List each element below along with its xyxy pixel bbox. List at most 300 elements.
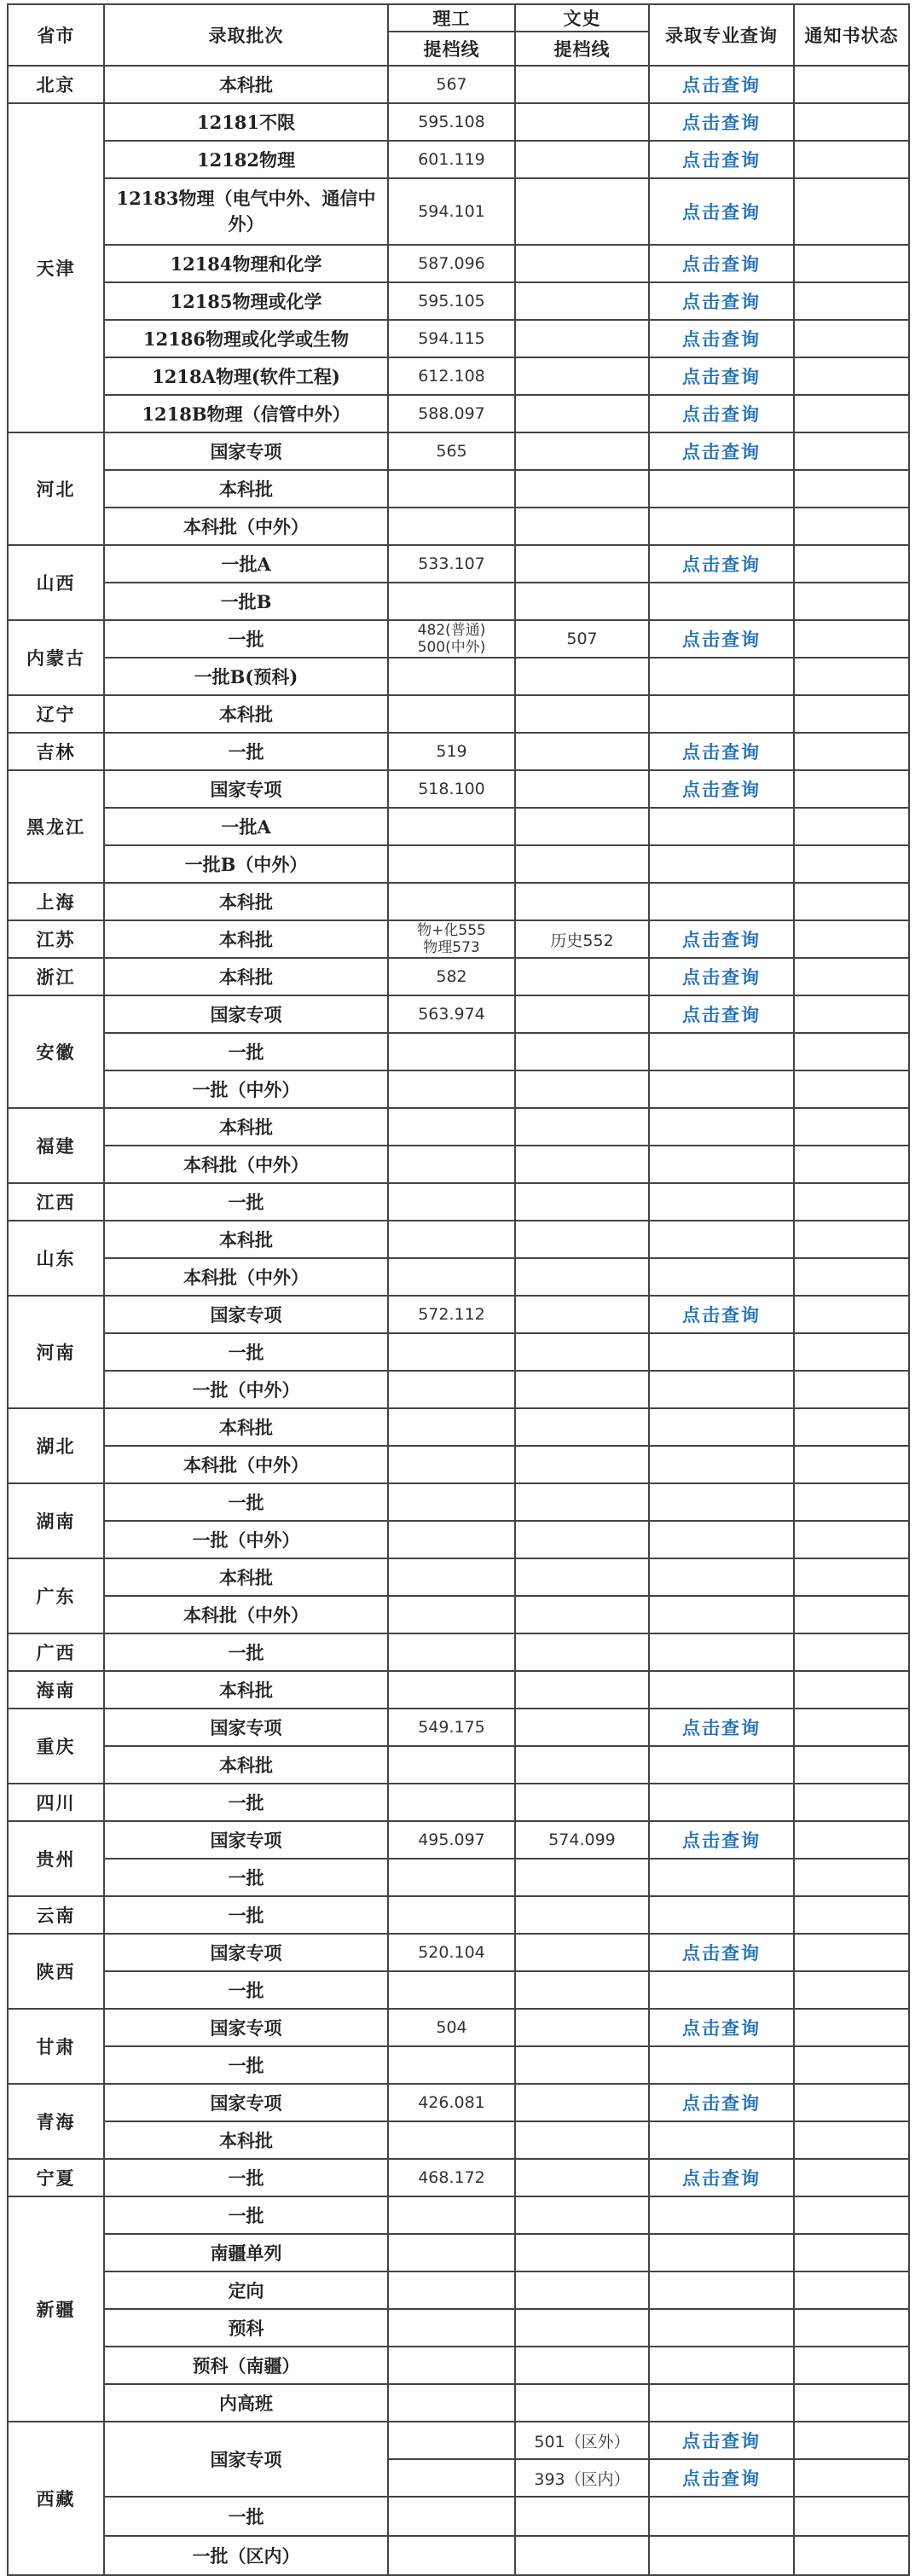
- science-score-cell: 572.112: [388, 1296, 515, 1333]
- table-row: [8, 2497, 909, 2536]
- batch-cell: 12186物理或化学或生物: [104, 320, 388, 357]
- arts-score-cell: [515, 2234, 649, 2271]
- major-query-cell: [649, 1521, 794, 1558]
- table-row: [8, 1146, 909, 1183]
- table-row: [8, 658, 909, 695]
- province-cell: 山西: [8, 545, 104, 620]
- table-row: [8, 103, 909, 141]
- table-row: [8, 695, 909, 733]
- batch-cell: 一批: [104, 1483, 388, 1521]
- notice-status-cell: [794, 1483, 909, 1521]
- table-row: [8, 1333, 909, 1371]
- batch-cell: 本科批（中外）: [104, 1258, 388, 1296]
- arts-score-cell: [515, 1221, 649, 1258]
- science-score-cell: [388, 1896, 515, 1934]
- admission-table-part1: [7, 3, 910, 1297]
- notice-status-cell: [794, 1934, 909, 1971]
- table-row: [8, 141, 909, 178]
- major-query-link[interactable]: 点击查询: [649, 357, 794, 395]
- batch-cell: 1218A物理(软件工程): [104, 357, 388, 395]
- major-query-link[interactable]: 点击查询: [649, 545, 794, 583]
- science-score-cell: [388, 1746, 515, 1784]
- table-row: [8, 1221, 909, 1258]
- major-query-cell: [649, 2234, 794, 2271]
- table-row: [8, 1446, 909, 1483]
- table-row: [8, 2422, 909, 2459]
- province-cell: 河南: [8, 1296, 104, 1408]
- batch-cell: 12181不限: [104, 103, 388, 141]
- province-cell: 云南: [8, 1896, 104, 1934]
- major-query-cell: [649, 2271, 794, 2309]
- arts-score-cell: [515, 2271, 649, 2309]
- major-query-link[interactable]: 点击查询: [649, 2159, 794, 2196]
- major-query-link[interactable]: 点击查询: [649, 432, 794, 470]
- major-query-cell: [649, 1070, 794, 1108]
- major-query-cell: [649, 2384, 794, 2422]
- major-query-link[interactable]: 点击查询: [649, 178, 794, 245]
- science-score-line: 物理573: [423, 939, 480, 956]
- notice-status-cell: [794, 545, 909, 583]
- arts-score-cell: [515, 1333, 649, 1371]
- batch-cell: 一批（中外）: [104, 1371, 388, 1408]
- table-row: [8, 920, 909, 958]
- table-row: [8, 2384, 909, 2422]
- table-row: [8, 1633, 909, 1671]
- major-query-link[interactable]: 点击查询: [649, 2009, 794, 2046]
- major-query-link[interactable]: 点击查询: [649, 620, 794, 658]
- batch-cell: 国家专项: [104, 2084, 388, 2121]
- province-cell: 江西: [8, 1183, 104, 1221]
- notice-status-cell: [794, 103, 909, 141]
- arts-score-cell: [515, 958, 649, 995]
- arts-score-cell: [515, 1709, 649, 1746]
- notice-status-cell: [794, 2459, 909, 2497]
- batch-cell: 本科批: [104, 695, 388, 733]
- province-cell: 四川: [8, 1784, 104, 1821]
- notice-status-cell: [794, 2046, 909, 2084]
- major-query-link[interactable]: 点击查询: [649, 66, 794, 103]
- table-row: [8, 958, 909, 995]
- notice-status-cell: [794, 695, 909, 733]
- notice-status-cell: [794, 733, 909, 770]
- major-query-cell: [649, 1784, 794, 1821]
- science-score-cell: 520.104: [388, 1934, 515, 1971]
- arts-score-cell: [515, 1746, 649, 1784]
- table-row: [8, 2234, 909, 2271]
- major-query-link[interactable]: 点击查询: [649, 2084, 794, 2121]
- province-cell: 青海: [8, 2084, 104, 2159]
- notice-status-cell: [794, 1971, 909, 2009]
- arts-score-cell: [515, 1633, 649, 1671]
- arts-score-cell: [515, 470, 649, 508]
- province-cell: 西藏: [8, 2422, 104, 2575]
- notice-status-cell: [794, 432, 909, 470]
- science-score-cell: [388, 658, 515, 695]
- arts-score-cell: [515, 1558, 649, 1596]
- science-score-cell: 519: [388, 733, 515, 770]
- major-query-link[interactable]: 点击查询: [649, 103, 794, 141]
- admission-table-part2: [7, 1295, 910, 2576]
- batch-cell: 一批: [104, 2196, 388, 2234]
- major-query-cell: [649, 808, 794, 845]
- notice-status-cell: [794, 282, 909, 320]
- arts-score-cell: [515, 545, 649, 583]
- major-query-cell: [649, 1371, 794, 1408]
- arts-score-cell: [515, 1521, 649, 1558]
- table-row: [8, 2009, 909, 2046]
- batch-cell: 一批: [104, 2046, 388, 2084]
- notice-status-cell: [794, 2196, 909, 2234]
- notice-status-cell: [794, 1258, 909, 1296]
- batch-cell: 一批: [104, 1971, 388, 2009]
- table-row: [8, 2084, 909, 2121]
- notice-status-cell: [794, 320, 909, 357]
- table-row: [8, 545, 909, 583]
- major-query-link[interactable]: 点击查询: [649, 245, 794, 282]
- science-score-cell: 468.172: [388, 2159, 515, 2196]
- header-arts: 文史: [515, 4, 649, 32]
- notice-status-cell: [794, 178, 909, 245]
- arts-score-cell: [515, 1108, 649, 1146]
- major-query-cell: [649, 1258, 794, 1296]
- table-row: [8, 1108, 909, 1146]
- notice-status-cell: [794, 508, 909, 545]
- header-science-line: 提档线: [388, 32, 515, 66]
- table-row: [8, 1371, 909, 1408]
- major-query-link[interactable]: 点击查询: [649, 770, 794, 808]
- batch-cell: 国家专项: [104, 1296, 388, 1333]
- table-row: [8, 1258, 909, 1296]
- table-row: [8, 1859, 909, 1896]
- major-query-cell: [649, 2046, 794, 2084]
- arts-score-cell: [515, 357, 649, 395]
- arts-score-cell: [515, 1296, 649, 1333]
- batch-cell: 一批A: [104, 545, 388, 583]
- arts-score-cell: 574.099: [515, 1821, 649, 1859]
- notice-status-cell: [794, 1446, 909, 1483]
- major-query-link[interactable]: 点击查询: [649, 1296, 794, 1333]
- table-row: [8, 1183, 909, 1221]
- province-cell: 河北: [8, 432, 104, 545]
- major-query-cell: [649, 1146, 794, 1183]
- major-query-cell: [649, 2121, 794, 2159]
- major-query-link[interactable]: 点击查询: [649, 141, 794, 178]
- batch-cell: 本科批: [104, 1108, 388, 1146]
- science-score-cell: [388, 1633, 515, 1671]
- table-row: [8, 178, 909, 245]
- science-score-cell: [388, 2384, 515, 2422]
- province-cell: 天津: [8, 103, 104, 432]
- table-row: [8, 1934, 909, 1971]
- table-row: [8, 1821, 909, 1859]
- table-row: [8, 432, 909, 470]
- notice-status-cell: [794, 2422, 909, 2459]
- table-row: [8, 470, 909, 508]
- science-score-cell: [388, 808, 515, 845]
- table-row: [8, 2271, 909, 2309]
- table-row: [8, 1521, 909, 1558]
- major-query-cell: [649, 1633, 794, 1671]
- batch-cell: 一批: [104, 1896, 388, 1934]
- major-query-cell: [649, 2196, 794, 2234]
- science-score-cell: [388, 883, 515, 920]
- major-query-link[interactable]: 点击查询: [649, 1934, 794, 1971]
- arts-score-cell: [515, 1446, 649, 1483]
- science-score-cell: [388, 1483, 515, 1521]
- province-cell: 江苏: [8, 920, 104, 958]
- batch-cell: 南疆单列: [104, 2234, 388, 2271]
- science-score-cell: [388, 1671, 515, 1709]
- arts-score-cell: [515, 245, 649, 282]
- notice-status-cell: [794, 1108, 909, 1146]
- science-score-cell: 594.101: [388, 178, 515, 245]
- major-query-link[interactable]: 点击查询: [649, 2459, 794, 2497]
- batch-cell: 一批: [104, 620, 388, 658]
- notice-status-cell: [794, 1408, 909, 1446]
- arts-score-cell: [515, 141, 649, 178]
- table-row: [8, 1746, 909, 1784]
- batch-cell: 国家专项: [104, 770, 388, 808]
- arts-score-cell: [515, 2347, 649, 2384]
- arts-score-cell: [515, 1784, 649, 1821]
- table-row: [8, 995, 909, 1033]
- province-cell: 海南: [8, 1671, 104, 1709]
- science-score-cell: 595.108: [388, 103, 515, 141]
- arts-score-cell: [515, 695, 649, 733]
- province-cell: 辽宁: [8, 695, 104, 733]
- province-cell: 黑龙江: [8, 770, 104, 883]
- notice-status-cell: [794, 2234, 909, 2271]
- arts-score-cell: [515, 658, 649, 695]
- science-score-cell: [388, 2497, 515, 2536]
- science-score-cell: [388, 1521, 515, 1558]
- science-score-line: 500(中外): [417, 639, 486, 656]
- batch-cell: 一批（区内）: [104, 2536, 388, 2575]
- major-query-cell: [649, 583, 794, 620]
- major-query-cell: [649, 1671, 794, 1709]
- notice-status-cell: [794, 2271, 909, 2309]
- science-score-cell: [388, 1371, 515, 1408]
- notice-status-cell: [794, 1709, 909, 1746]
- arts-score-cell: [515, 2084, 649, 2121]
- table-row: [8, 245, 909, 282]
- arts-score-cell: [515, 770, 649, 808]
- major-query-link[interactable]: 点击查询: [649, 733, 794, 770]
- notice-status-cell: [794, 2159, 909, 2196]
- major-query-link[interactable]: 点击查询: [649, 2422, 794, 2459]
- arts-score-cell: [515, 1859, 649, 1896]
- arts-score-cell: [515, 66, 649, 103]
- science-score-cell: [388, 1558, 515, 1596]
- province-cell: 广西: [8, 1633, 104, 1671]
- batch-cell: 一批: [104, 1333, 388, 1371]
- arts-score-cell: [515, 845, 649, 883]
- batch-cell: 一批A: [104, 808, 388, 845]
- science-score-cell: [388, 1258, 515, 1296]
- table-row: [8, 282, 909, 320]
- arts-score-cell: [515, 2046, 649, 2084]
- major-query-link[interactable]: 点击查询: [649, 395, 794, 432]
- province-cell: 浙江: [8, 958, 104, 995]
- major-query-cell: [649, 2536, 794, 2575]
- table-row: [8, 1483, 909, 1521]
- major-query-cell: [649, 1859, 794, 1896]
- science-score-cell: 582: [388, 958, 515, 995]
- science-score-cell: [388, 2422, 515, 2459]
- arts-score-cell: 393（区内）: [515, 2459, 649, 2497]
- major-query-link[interactable]: 点击查询: [649, 920, 794, 958]
- science-score-cell: [388, 2271, 515, 2309]
- science-score-cell: 504: [388, 2009, 515, 2046]
- batch-cell: 一批: [104, 2497, 388, 2536]
- table-row: [8, 733, 909, 770]
- arts-score-cell: [515, 808, 649, 845]
- batch-cell: 本科批（中外）: [104, 1446, 388, 1483]
- major-query-cell: [649, 2347, 794, 2384]
- science-score-cell: 601.119: [388, 141, 515, 178]
- province-cell: 宁夏: [8, 2159, 104, 2196]
- notice-status-cell: [794, 995, 909, 1033]
- notice-status-cell: [794, 1221, 909, 1258]
- science-score-cell: 567: [388, 66, 515, 103]
- arts-score-cell: 历史552: [515, 920, 649, 958]
- batch-cell: 国家专项: [104, 1821, 388, 1859]
- science-score-cell: [388, 2234, 515, 2271]
- arts-score-cell: [515, 995, 649, 1033]
- notice-status-cell: [794, 658, 909, 695]
- table-row: [8, 357, 909, 395]
- batch-cell: 12182物理: [104, 141, 388, 178]
- batch-cell: 本科批: [104, 2121, 388, 2159]
- notice-status-cell: [794, 583, 909, 620]
- major-query-link[interactable]: 点击查询: [649, 1821, 794, 1859]
- arts-score-cell: [515, 320, 649, 357]
- table-row: [8, 583, 909, 620]
- arts-score-cell: [515, 1483, 649, 1521]
- science-score-cell: [388, 1108, 515, 1146]
- notice-status-cell: [794, 1521, 909, 1558]
- major-query-link[interactable]: 点击查询: [649, 320, 794, 357]
- header-science: 理工: [388, 4, 515, 32]
- arts-score-cell: [515, 583, 649, 620]
- batch-cell: 国家专项: [104, 1709, 388, 1746]
- major-query-link[interactable]: 点击查询: [649, 995, 794, 1033]
- notice-status-cell: [794, 1296, 909, 1333]
- notice-status-cell: [794, 1183, 909, 1221]
- notice-status-cell: [794, 1070, 909, 1108]
- province-cell: 湖北: [8, 1408, 104, 1483]
- batch-cell: 12183物理（电气中外、通信中外）: [104, 178, 388, 245]
- science-score-line: 482(普通): [417, 622, 486, 639]
- arts-score-cell: [515, 2536, 649, 2575]
- notice-status-cell: [794, 1596, 909, 1633]
- batch-cell: 本科批: [104, 470, 388, 508]
- major-query-cell: [649, 2497, 794, 2536]
- notice-status-cell: [794, 770, 909, 808]
- major-query-cell: [649, 2309, 794, 2347]
- header-arts-line: 提档线: [515, 32, 649, 66]
- science-score-cell: 518.100: [388, 770, 515, 808]
- table-row: [8, 1408, 909, 1446]
- notice-status-cell: [794, 1784, 909, 1821]
- science-score-cell: 426.081: [388, 2084, 515, 2121]
- science-score-cell: [388, 1859, 515, 1896]
- notice-status-cell: [794, 66, 909, 103]
- notice-status-cell: [794, 2084, 909, 2121]
- arts-score-cell: [515, 2384, 649, 2422]
- science-score-cell: [388, 2347, 515, 2384]
- science-score-cell: [388, 508, 515, 545]
- major-query-cell: [649, 1033, 794, 1070]
- province-cell: 新疆: [8, 2196, 104, 2422]
- major-query-link[interactable]: 点击查询: [649, 282, 794, 320]
- science-score-cell: [388, 1333, 515, 1371]
- batch-cell: 本科批: [104, 883, 388, 920]
- table-row: [8, 2046, 909, 2084]
- batch-cell: 1218B物理（信管中外）: [104, 395, 388, 432]
- table-row: [8, 2536, 909, 2575]
- batch-cell: 一批: [104, 2159, 388, 2196]
- batch-cell: 本科批: [104, 1671, 388, 1709]
- batch-cell: 本科批: [104, 920, 388, 958]
- batch-cell: 12184物理和化学: [104, 245, 388, 282]
- table-row: [8, 2347, 909, 2384]
- batch-cell: 预科: [104, 2309, 388, 2347]
- major-query-cell: [649, 508, 794, 545]
- major-query-cell: [649, 1971, 794, 2009]
- batch-cell: 一批: [104, 733, 388, 770]
- science-score-cell: [388, 1146, 515, 1183]
- arts-score-cell: [515, 103, 649, 141]
- notice-status-cell: [794, 2536, 909, 2575]
- major-query-cell: [649, 695, 794, 733]
- notice-status-cell: [794, 808, 909, 845]
- major-query-cell: [649, 1333, 794, 1371]
- major-query-cell: [649, 883, 794, 920]
- province-cell: 陕西: [8, 1934, 104, 2009]
- arts-score-cell: [515, 1671, 649, 1709]
- batch-cell: 预科（南疆）: [104, 2347, 388, 2384]
- batch-cell: 本科批: [104, 1746, 388, 1784]
- table-row: [8, 1784, 909, 1821]
- notice-status-cell: [794, 1746, 909, 1784]
- arts-score-cell: 507: [515, 620, 649, 658]
- major-query-cell: [649, 1896, 794, 1934]
- notice-status-cell: [794, 958, 909, 995]
- batch-cell: 12185物理或化学: [104, 282, 388, 320]
- table-row: [8, 1296, 909, 1333]
- notice-status-cell: [794, 920, 909, 958]
- notice-status-cell: [794, 1896, 909, 1934]
- table-row: [8, 1033, 909, 1070]
- arts-score-cell: [515, 2497, 649, 2536]
- major-query-link[interactable]: 点击查询: [649, 958, 794, 995]
- arts-score-cell: [515, 2009, 649, 2046]
- arts-score-cell: [515, 2309, 649, 2347]
- major-query-link[interactable]: 点击查询: [649, 1709, 794, 1746]
- science-score-cell: 595.105: [388, 282, 515, 320]
- arts-score-cell: [515, 2121, 649, 2159]
- major-query-cell: [649, 1408, 794, 1446]
- batch-cell: 本科批: [104, 1408, 388, 1446]
- notice-status-cell: [794, 1033, 909, 1070]
- batch-cell: 国家专项: [104, 1934, 388, 1971]
- science-score-cell: [388, 920, 515, 958]
- province-cell: 甘肃: [8, 2009, 104, 2084]
- table-row: [8, 1070, 909, 1108]
- notice-status-cell: [794, 395, 909, 432]
- header-notice-status: 通知书状态: [794, 4, 909, 66]
